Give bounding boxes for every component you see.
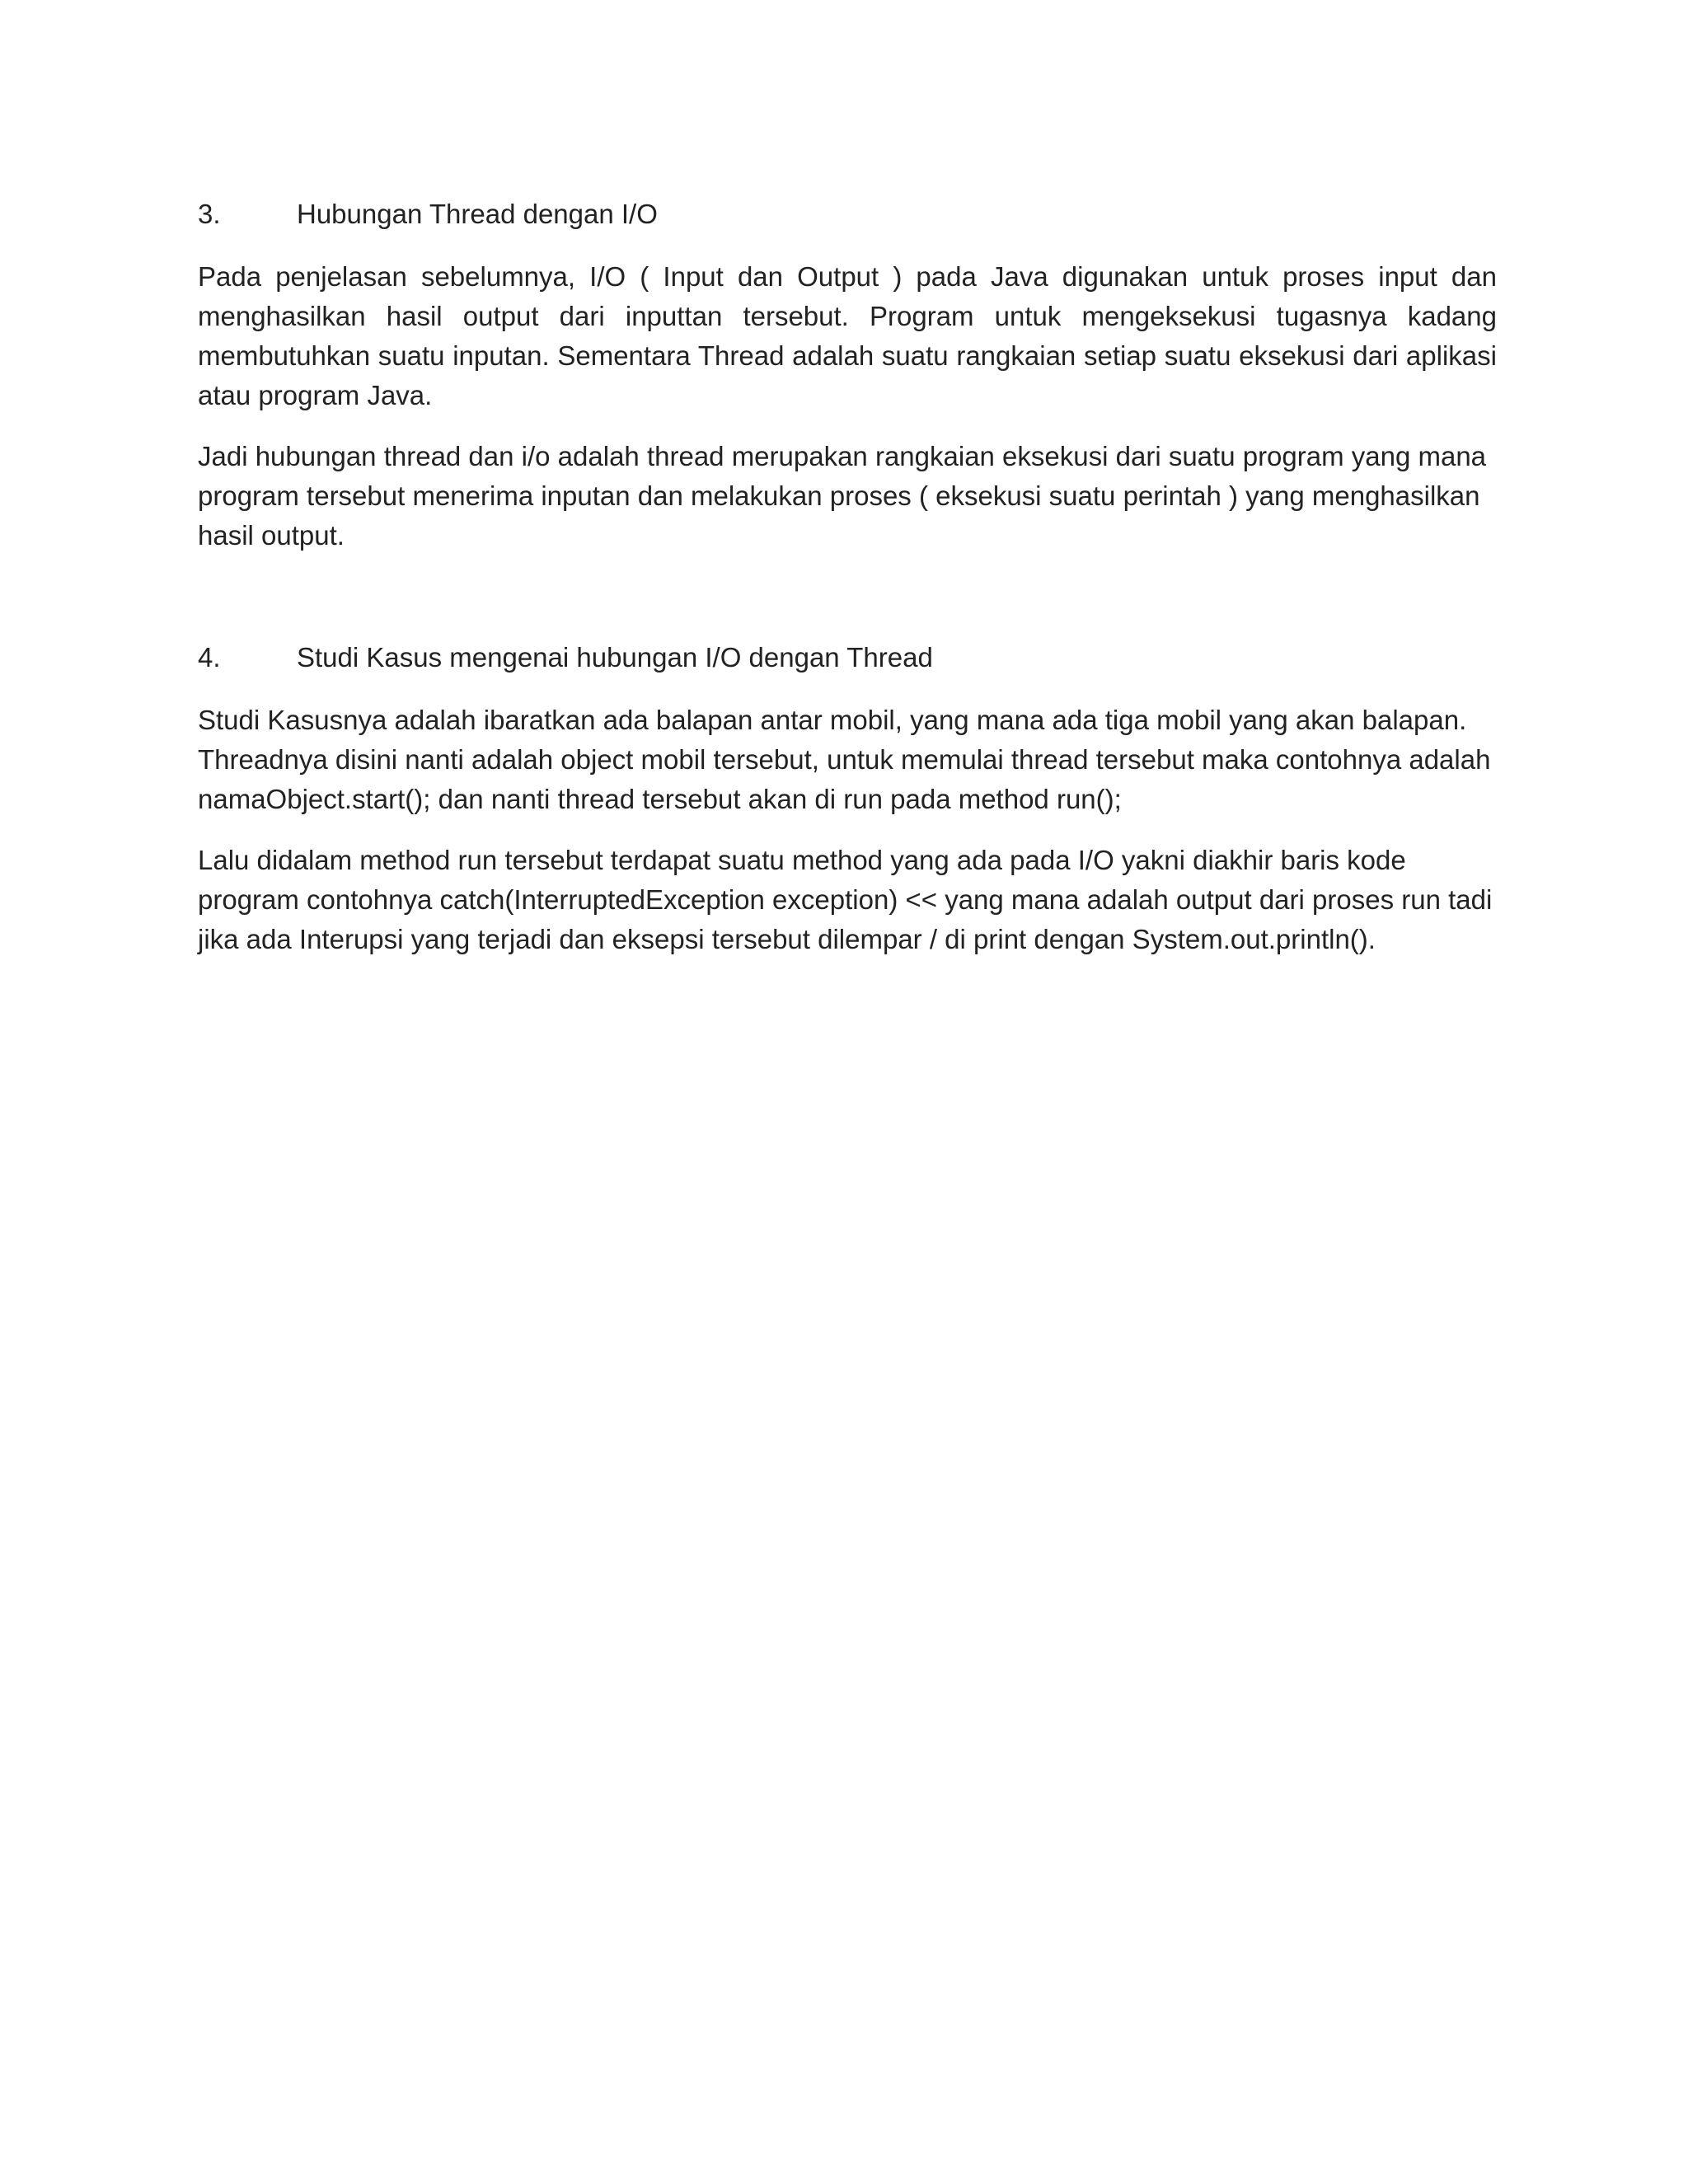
section-4-number: 4. (198, 642, 221, 673)
section-3-title: Hubungan Thread dengan I/O (297, 199, 658, 229)
section-4-heading (198, 638, 1497, 677)
document-body (198, 194, 1497, 959)
section-4-paragraph-1: Studi Kasusnya adalah ibaratkan ada balapan antar mobil, yang mana ada tiga mobil yang akan balapan. Threadnya disini nanti adalah object mobil tersebut, untuk memulai thread tersebut maka contohnya adalah namaObject.start(); dan nanti thread tersebut akan di run pada method run(); (198, 705, 1491, 814)
section-3-paragraph-1: Pada penjelasan sebelumnya, I/O ( Input dan Output ) pada Java digunakan untuk proses input dan menghasilkan hasil output dari inputtan tersebut. Program untuk mengeksekusi tugasnya kadang membutuhkan suatu inputan. Sementara Thread adalah suatu rangkaian setiap suatu eksekusi dari aplikasi atau program Java. (198, 261, 1497, 410)
section-4-title: Studi Kasus mengenai hubungan I/O dengan Thread (297, 642, 933, 673)
section-4-paragraph-2: Lalu didalam method run tersebut terdapat suatu method yang ada pada I/O yakni diakhir baris kode program contohnya catch(InterruptedException exception) << yang mana adalah output dari proses run tadi jika ada Interupsi yang terjadi dan eksepsi tersebut dilempar / di print dengan System.out.println(). (198, 845, 1493, 954)
section-3-heading (198, 194, 1497, 234)
section-3-paragraph-2: Jadi hubungan thread dan i/o adalah thread merupakan rangkaian eksekusi dari suatu program yang mana program tersebut menerima inputan dan melakukan proses ( eksekusi suatu perintah ) yang menghasilkan hasil output. (198, 441, 1487, 551)
section-3-number: 3. (198, 199, 221, 229)
